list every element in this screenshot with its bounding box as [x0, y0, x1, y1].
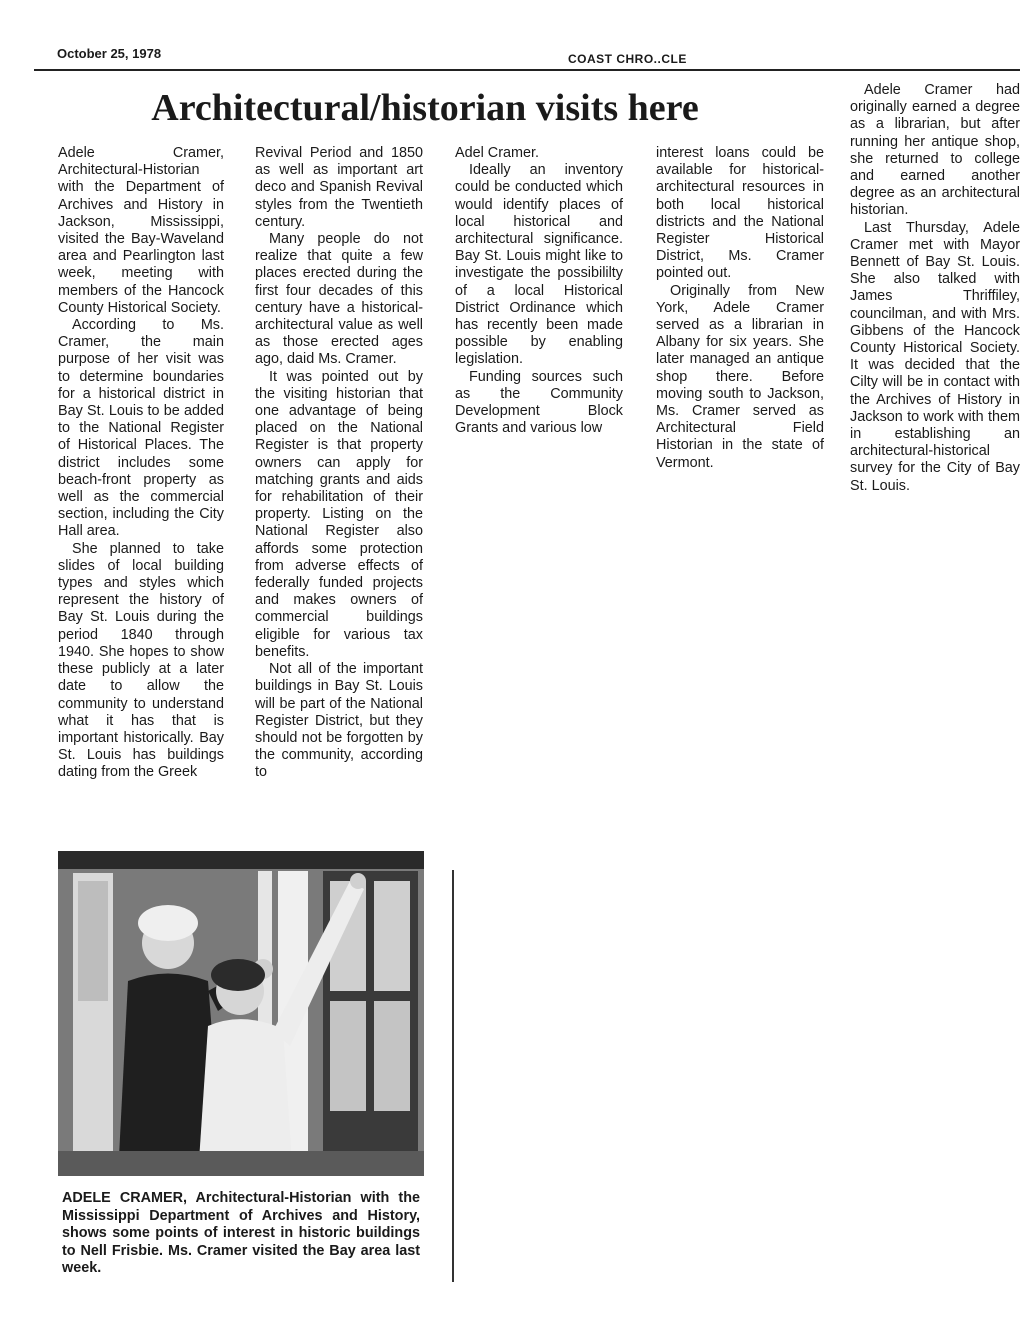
article-column-4	[656, 145, 824, 472]
paragraph: Adele Cramer had originally earned a degree as a librarian, but after running her antique shop, she returned to college and earned another degree as an architectural historian.	[850, 82, 1020, 219]
photo-illustration	[58, 851, 424, 1176]
paragraph: Not all of the important buildings in Bay St. Louis will be part of the National Register District, but they should not be forgotten by the community, according to	[255, 661, 423, 781]
paragraph: Funding sources such as the Community Development Block Grants and various low	[455, 368, 623, 437]
paragraph: Originally from New York, Adele Cramer served as a librarian in Albany for six years. She later managed an antique shop there. Before moving south to Jackson, Ms. Cramer served as Architectural Field Historian in the state of Vermont.	[656, 282, 824, 471]
paragraph: She planned to take slides of local building types and styles which represent the history of Bay St. Louis during the period 1840 through 1940. She hopes to show these publicly at a later date to allow the community to understand what it has that is important historically. Bay St. Louis has buildings dating from the Greek	[58, 540, 224, 781]
article-column-1	[58, 145, 224, 782]
paragraph: Last Thursday, Adele Cramer met with Mayor Bennett of Bay St. Louis. She also talked with James Thriffiley, councilman, and with Mrs. Gibbens of the Hancock County Historical Society. It was decided that the Cilty will be in contact with the Archives of History in Jackson to work with them in establishing an architectural-historical survey for the City of Bay St. Louis.	[850, 219, 1020, 494]
masthead-rule	[34, 69, 1020, 71]
masthead-date: October 25, 1978	[57, 46, 162, 61]
paragraph: Adele Cramer, Architectural-Historian with the Department of Archives and History in Jackson, Mississippi, visited the Bay-Waveland area and Pearlington last week, meeting with members of the Hancock County Historical Society.	[58, 145, 224, 316]
column-divider	[452, 870, 454, 1282]
article-column-2	[255, 145, 423, 782]
news-photo	[58, 851, 424, 1176]
paragraph: Many people do not realize that quite a few places erected during the first four decades of this century have a historical-architectural value as well as those erected ages ago, daid Ms. Cramer.	[255, 231, 423, 368]
paragraph: Revival Period and 1850 as well as important art deco and Spanish Revival styles from the Twentieth century.	[255, 145, 423, 230]
paragraph: Adel Cramer.	[455, 145, 539, 161]
headline: Architectural/historian visits here	[151, 87, 699, 129]
article-column-5	[850, 82, 1020, 495]
article-column-3	[455, 145, 623, 437]
paragraph: interest loans could be available for historical-architectural resources in both local historical districts and the National Register Historical District, Ms. Cramer pointed out.	[656, 145, 824, 282]
paragraph: According to Ms. Cramer, the main purpose of her visit was to determine boundaries for a historical district in Bay St. Louis to be added to the National Register of Historical Places. The district includes some beach-front property as well as the commercial section, including the City Hall area.	[58, 317, 224, 540]
paragraph: Ideally an inventory could be conducted which would identify places of local historical and architectural significance. Bay St. Louis might like to investigate the possibililty of a local Historical District Ordinance which has recently been made possible by enabling legislation.	[455, 162, 623, 368]
paragraph: It was pointed out by the visiting historian that one advantage of being placed on the National Register is that property owners can apply for matching grants and aids for rehabilitation of their property. Listing on the National Register also affords some protection from adverse effects of federally funded projects and makes owners of commercial buildings eligible for various tax benefits.	[255, 368, 423, 660]
masthead-paper-name: COAST CHRO..CLE	[568, 52, 687, 66]
photo-caption: ADELE CRAMER, Architectural-Historian with the Mississippi Department of Archives and History, shows some points of interest in historic buildings to Nell Frisbie. Ms. Cramer visited the Bay area last week.	[62, 1190, 420, 1277]
